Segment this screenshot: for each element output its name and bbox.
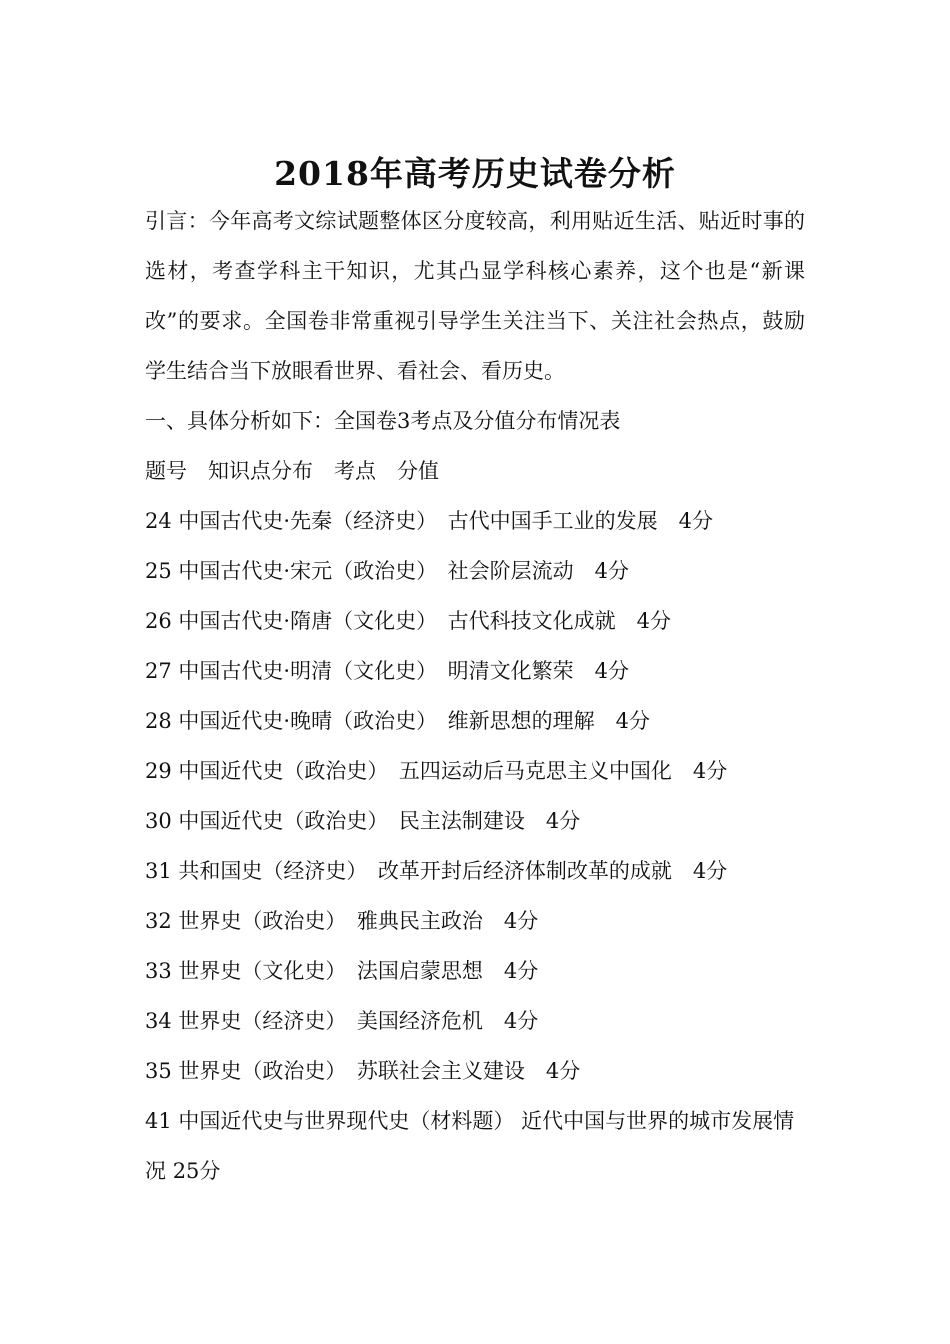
row-knowledge: 中国古代史·隋唐（文化史） [178,609,427,633]
row-number: 35 [145,1059,172,1083]
table-header: 题号 知识点分布 考点 分值 [145,459,439,483]
table-row [145,846,805,896]
score-table-rows [145,496,805,1096]
row-point: 五四运动后马克思主义中国化 [398,759,672,783]
row-point: 古代中国手工业的发展 [447,509,658,533]
row-score: 4分 [678,509,713,533]
row-knowledge: 世界史（政治史） [178,1059,336,1083]
row-point: 美国经济危机 [356,1009,483,1033]
row-number: 32 [145,909,172,933]
row-point: 维新思想的理解 [447,709,595,733]
table-row [145,746,805,796]
section-heading: 一、具体分析如下：全国卷3考点及分值分布情况表 [145,409,621,433]
table-row [145,946,805,996]
row-score: 4分 [594,659,629,683]
table-row [145,696,805,746]
row-point: 民主法制建设 [398,809,525,833]
row-score: 25分 [172,1159,221,1183]
row-number: 33 [145,959,172,983]
row-score: 4分 [545,1059,581,1083]
row-knowledge: 中国近代史（政治史） [178,759,378,783]
row-point: 法国启蒙思想 [356,959,483,983]
row-number: 28 [145,709,172,733]
row-score: 4分 [615,709,650,733]
row-score: 4分 [503,909,539,933]
row-point: 明清文化繁荣 [447,659,574,683]
document-body [145,196,805,1196]
row-point: 古代科技文化成就 [447,609,616,633]
row-number: 41 [145,1109,172,1133]
row-point: 近代中国与世界的城市发展情况 [145,1109,795,1183]
row-knowledge: 中国近代史（政治史） [178,809,378,833]
table-row [145,546,805,596]
row-score: 4分 [692,859,728,883]
row-number: 30 [145,809,172,833]
row-score: 4分 [503,1009,539,1033]
row-score: 4分 [692,759,728,783]
row-knowledge: 共和国史（经济史） [178,859,357,883]
table-row [145,496,805,546]
row-knowledge: 中国古代史·宋元（政治史） [178,559,427,583]
row-knowledge: 世界史（经济史） [178,1009,336,1033]
row-number: 29 [145,759,172,783]
row-number: 25 [145,559,172,583]
table-row [145,896,805,946]
table-row [145,796,805,846]
table-row [145,996,805,1046]
table-row [145,646,805,696]
row-knowledge: 中国近代史·晚晴（政治史） [178,709,427,733]
row-point: 社会阶层流动 [447,559,574,583]
row-score: 4分 [594,559,629,583]
table-row [145,596,805,646]
row-knowledge: 世界史（文化史） [178,959,336,983]
table-row-41 [145,1096,805,1196]
table-row [145,1046,805,1096]
row-score: 4分 [503,959,539,983]
document-title: 2018年高考历史试卷分析 [274,154,676,194]
row-number: 34 [145,1009,172,1033]
row-point: 雅典民主政治 [356,909,483,933]
row-knowledge: 中国近代史与世界现代史（材料题） [178,1109,515,1133]
row-score: 4分 [636,609,671,633]
row-knowledge: 中国古代史·先秦（经济史） [178,509,427,533]
row-knowledge: 世界史（政治史） [178,909,336,933]
row-number: 31 [145,859,172,883]
row-number: 26 [145,609,172,633]
intro-paragraph: 引言：今年高考文综试题整体区分度较高，利用贴近生活、贴近时事的选材，考查学科主干知识，尤其凸显学科核心素养，这个也是“新课改”的要求。全国卷非常重视引导学生关注当下、关注社会热点，鼓励学生结合当下放眼看世界、看社会、看历史。 [145,209,805,383]
row-point: 改革开封后经济体制改革的成就 [377,859,672,883]
row-point: 苏联社会主义建设 [356,1059,525,1083]
row-number: 24 [145,509,172,533]
row-knowledge: 中国古代史·明清（文化史） [178,659,427,683]
row-number: 27 [145,659,172,683]
row-score: 4分 [545,809,581,833]
